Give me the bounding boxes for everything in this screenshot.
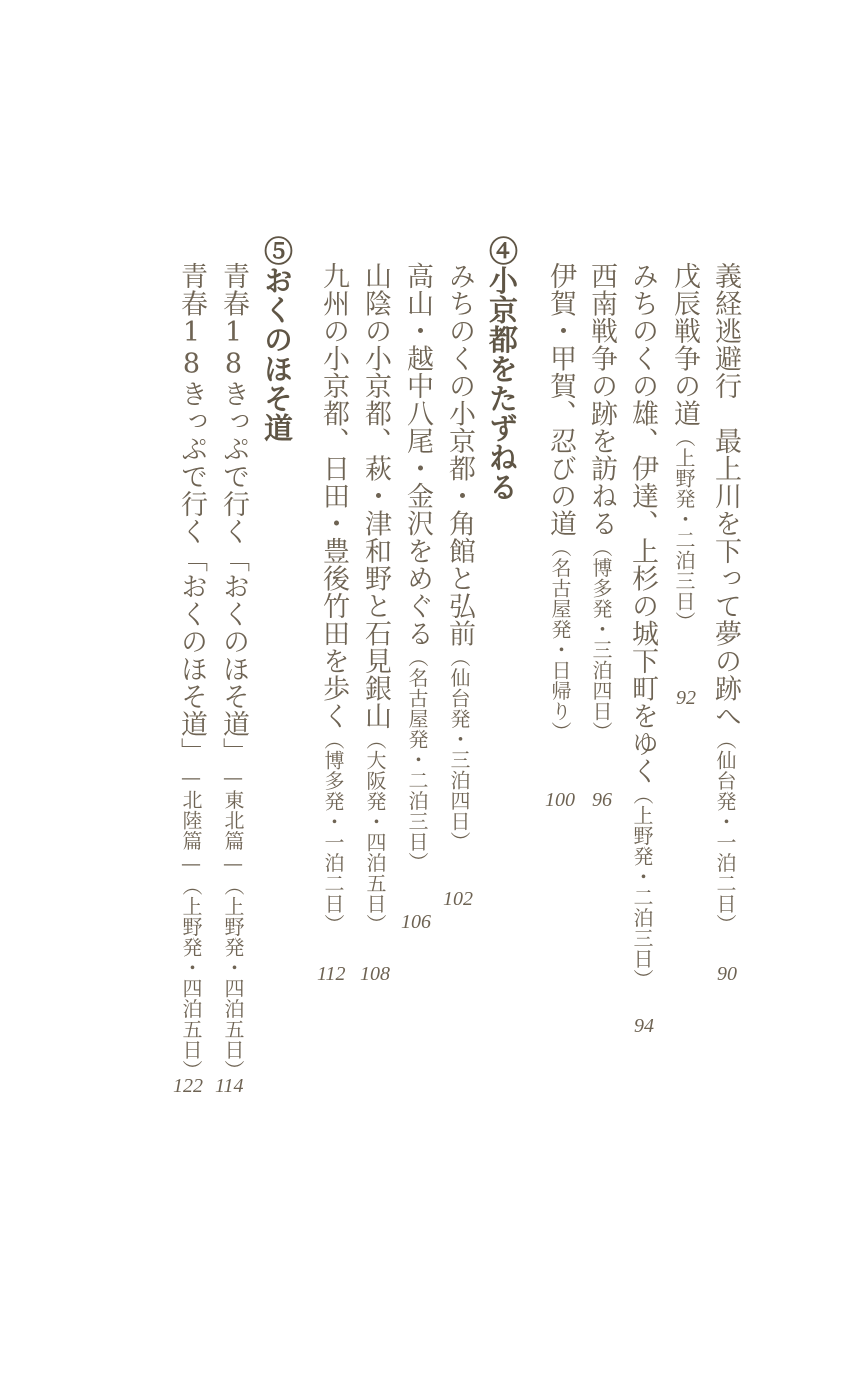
entry-note: （上野発・二泊三日） <box>672 427 696 632</box>
toc-entry <box>712 262 739 935</box>
entry-title: 戊辰戦争の道 <box>669 262 700 427</box>
page-number: 112 <box>317 963 346 985</box>
page-number: 90 <box>717 963 737 985</box>
entry-title: 高山・越中八尾・金沢をめぐる <box>402 262 433 647</box>
toc-entry <box>588 262 615 742</box>
entry-title: みちのくの小京都・角館と弘前 <box>444 262 475 647</box>
toc-entry <box>404 262 431 873</box>
page-number: 114 <box>215 1075 244 1097</box>
entry-note: （博多発・三泊四日） <box>589 537 613 742</box>
page-number: 102 <box>443 888 473 910</box>
page-number: 100 <box>545 789 575 811</box>
page-number: 108 <box>360 963 390 985</box>
entry-note: （博多発・一泊二日） <box>321 729 345 935</box>
toc-entry <box>178 262 205 1081</box>
entry-note: （名古屋発・日帰り） <box>548 537 572 742</box>
entry-note: （仙台発・三泊四日） <box>447 647 471 852</box>
toc-entry <box>446 262 473 852</box>
entry-note: —東北篇—（上野発・四泊五日） <box>221 765 245 1081</box>
toc-entry <box>629 262 656 990</box>
entry-title: 義経逃避行 最上川を下って夢の跡へ <box>710 262 741 730</box>
entry-title: 山陰の小京都、萩・津和野と石見銀山 <box>360 262 391 730</box>
entry-title: 青春18きっぷで行く「おくのほそ道」 <box>218 262 249 765</box>
entry-title: 青春18きっぷで行く「おくのほそ道」 <box>176 262 207 765</box>
toc-entry <box>362 262 389 935</box>
entry-note: （上野発・二泊三日） <box>630 784 654 990</box>
section-heading-4: ④小京都をたずねる <box>485 236 519 502</box>
page-number: 94 <box>634 1015 654 1037</box>
toc-entry <box>547 262 574 742</box>
entry-title: 九州の小京都、日田・豊後竹田を歩く <box>318 262 349 730</box>
page-number: 92 <box>676 687 696 709</box>
toc-entry <box>671 262 698 632</box>
page-number: 106 <box>401 911 431 933</box>
entry-note: （名古屋発・二泊三日） <box>405 647 429 873</box>
entry-title: みちのくの雄、伊達、上杉の城下町をゆく <box>627 262 658 785</box>
entry-title: 西南戦争の跡を訪ねる <box>586 262 617 537</box>
page-number: 122 <box>173 1075 203 1097</box>
entry-note: （大阪発・四泊五日） <box>363 729 387 935</box>
toc-entry <box>220 262 247 1081</box>
page-number: 96 <box>592 789 612 811</box>
entry-note: —北陸篇—（上野発・四泊五日） <box>179 765 203 1081</box>
section-heading-5: ⑤おくのほそ道 <box>260 236 294 443</box>
entry-note: （仙台発・一泊二日） <box>713 729 737 935</box>
entry-title: 伊賀・甲賀、忍びの道 <box>545 262 576 537</box>
toc-entry <box>320 262 347 935</box>
